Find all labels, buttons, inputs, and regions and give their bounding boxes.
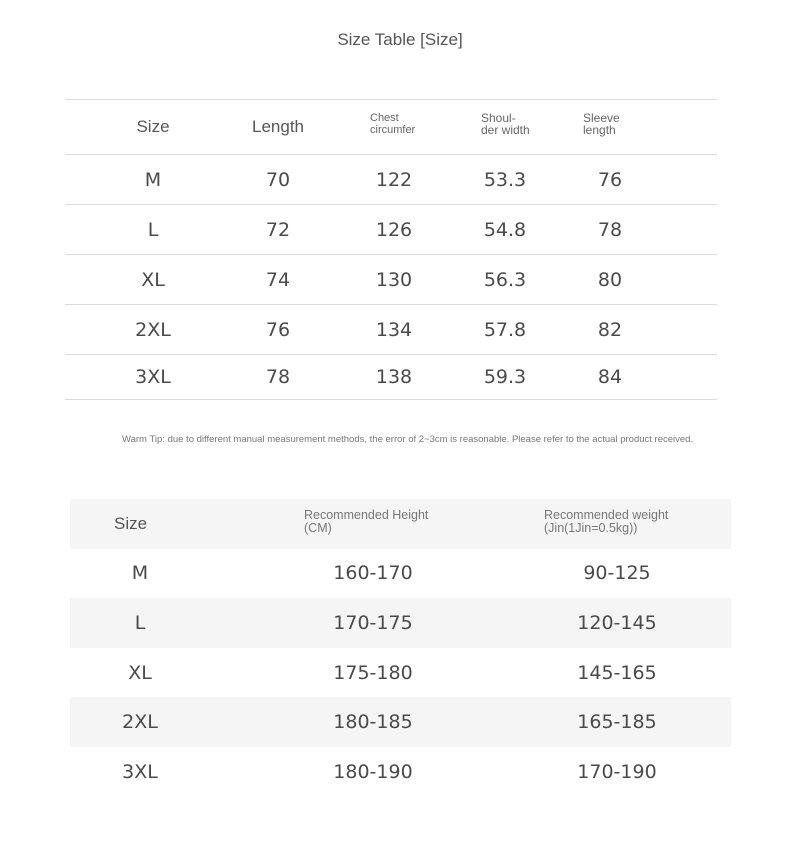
cell-weight: 90-125 xyxy=(583,562,651,585)
size-measurement-table xyxy=(65,99,717,400)
cell-chest: 126 xyxy=(375,218,413,241)
cell-chest: 122 xyxy=(375,168,413,191)
header-weight: Recommended weight (Jin(1Jin=0.5kg)) xyxy=(544,508,669,535)
cell-sleeve: 84 xyxy=(597,366,623,388)
cell-weight: 120-145 xyxy=(577,611,657,634)
table-row xyxy=(70,598,731,648)
cell-length: 78 xyxy=(265,366,291,388)
cell-shoulder: 54.8 xyxy=(483,218,527,241)
cell-size: L xyxy=(134,611,146,634)
header-height: Recommended Height (CM) xyxy=(304,508,429,535)
cell-sleeve: 82 xyxy=(597,318,623,341)
cell-sleeve: 80 xyxy=(597,268,623,291)
cell-length: 72 xyxy=(265,218,291,241)
table-row xyxy=(70,747,731,797)
page-title: Size Table [Size] xyxy=(337,30,463,49)
header-length: Length xyxy=(252,117,304,136)
table-row xyxy=(65,354,717,400)
cell-height: 170-175 xyxy=(333,611,413,634)
table-row xyxy=(65,304,717,354)
cell-shoulder: 56.3 xyxy=(483,268,527,291)
cell-length: 70 xyxy=(265,168,291,191)
header-size: Size xyxy=(136,117,170,136)
cell-sleeve: 76 xyxy=(597,168,623,191)
header-sleeve: Sleeve length xyxy=(583,111,620,137)
table-row xyxy=(70,648,731,698)
cell-weight: 170-190 xyxy=(577,760,657,783)
table-header-row xyxy=(70,499,731,549)
cell-height: 180-190 xyxy=(333,760,413,783)
cell-sleeve: 78 xyxy=(597,218,623,241)
cell-size: 3XL xyxy=(122,760,158,783)
table-row xyxy=(65,154,717,204)
header-chest: Chest circumfer xyxy=(370,112,416,136)
cell-shoulder: 59.3 xyxy=(483,366,527,388)
cell-shoulder: 53.3 xyxy=(483,168,527,191)
cell-weight: 165-185 xyxy=(577,711,657,734)
table-row xyxy=(70,549,731,599)
cell-size: 3XL xyxy=(135,366,171,388)
cell-height: 160-170 xyxy=(333,562,413,585)
cell-chest: 138 xyxy=(375,366,413,388)
cell-length: 76 xyxy=(265,318,291,341)
cell-length: 74 xyxy=(265,268,291,291)
cell-size: M xyxy=(131,562,149,585)
cell-size: XL xyxy=(141,268,165,291)
cell-size: L xyxy=(147,218,159,241)
table-header-row xyxy=(65,99,717,154)
header-size: Size xyxy=(114,513,148,533)
cell-chest: 134 xyxy=(375,318,413,341)
table-row xyxy=(65,254,717,304)
cell-size: M xyxy=(144,168,162,191)
cell-height: 175-180 xyxy=(333,661,413,684)
cell-chest: 130 xyxy=(375,268,413,291)
cell-size: XL xyxy=(128,661,152,684)
header-shoulder: Shoul- der width xyxy=(481,111,530,137)
cell-shoulder: 57.8 xyxy=(483,318,527,341)
cell-size: 2XL xyxy=(135,318,171,341)
size-recommendation-table xyxy=(70,499,731,797)
table-row xyxy=(70,697,731,747)
cell-size: 2XL xyxy=(122,711,158,734)
cell-weight: 145-165 xyxy=(577,661,657,684)
cell-height: 180-185 xyxy=(333,711,413,734)
warm-tip-note: Warm Tip: due to different manual measurement methods, the error of 2~3cm is reasonable. Please refer to the actual product received. xyxy=(122,434,694,445)
table-row xyxy=(65,204,717,254)
